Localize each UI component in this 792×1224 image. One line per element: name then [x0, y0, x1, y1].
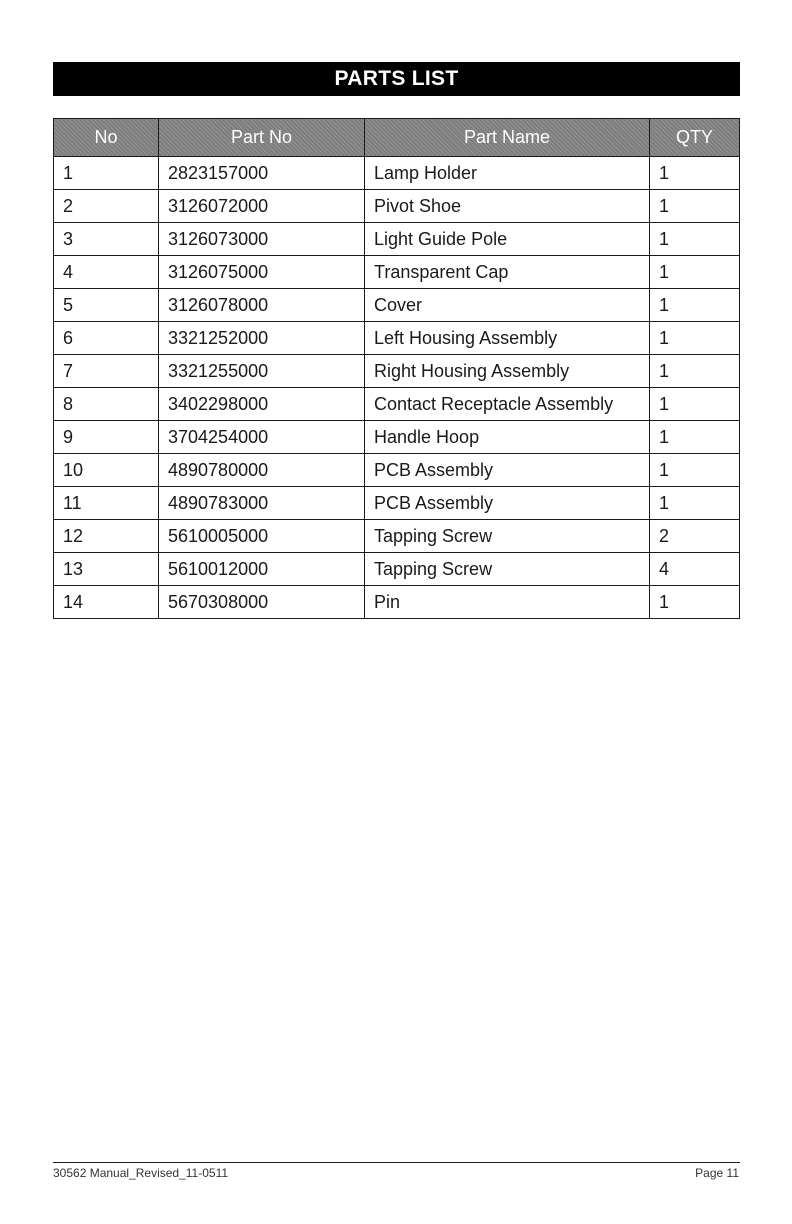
cell-qty: 1 [650, 190, 740, 223]
cell-part-no: 5610012000 [159, 553, 365, 586]
table-row [54, 256, 740, 289]
cell-no: 3 [54, 223, 159, 256]
cell-no: 11 [54, 487, 159, 520]
cell-part-no: 5670308000 [159, 586, 365, 619]
footer-document-id: 30562 Manual_Revised_11-0511 [53, 1166, 229, 1180]
table-row [54, 289, 740, 322]
header-part-name: Part Name [365, 119, 650, 157]
table-row [54, 322, 740, 355]
cell-no: 7 [54, 355, 159, 388]
cell-part-name: Tapping Screw [365, 553, 650, 586]
cell-no: 9 [54, 421, 159, 454]
table-row [54, 487, 740, 520]
cell-part-name: Left Housing Assembly [365, 322, 650, 355]
cell-part-name: Pin [365, 586, 650, 619]
cell-qty: 2 [650, 520, 740, 553]
cell-part-name: PCB Assembly [365, 454, 650, 487]
page-title: PARTS LIST [53, 62, 740, 96]
cell-part-name: Cover [365, 289, 650, 322]
table-row [54, 355, 740, 388]
parts-table [53, 118, 740, 619]
table-row [54, 157, 740, 190]
cell-part-name: PCB Assembly [365, 487, 650, 520]
cell-qty: 1 [650, 388, 740, 421]
cell-qty: 1 [650, 421, 740, 454]
cell-part-no: 3126075000 [159, 256, 365, 289]
cell-part-name: Handle Hoop [365, 421, 650, 454]
cell-part-no: 3402298000 [159, 388, 365, 421]
header-no: No [54, 119, 159, 157]
table-row [54, 553, 740, 586]
cell-part-no: 4890780000 [159, 454, 365, 487]
footer-divider [53, 1162, 740, 1163]
cell-part-no: 3126078000 [159, 289, 365, 322]
cell-part-no: 4890783000 [159, 487, 365, 520]
cell-no: 8 [54, 388, 159, 421]
cell-no: 13 [54, 553, 159, 586]
footer-page-number: Page 11 [695, 1166, 739, 1180]
cell-part-no: 3321252000 [159, 322, 365, 355]
cell-part-name: Lamp Holder [365, 157, 650, 190]
header-part-no: Part No [159, 119, 365, 157]
cell-part-no: 5610005000 [159, 520, 365, 553]
cell-part-name: Right Housing Assembly [365, 355, 650, 388]
cell-no: 5 [54, 289, 159, 322]
cell-part-name: Light Guide Pole [365, 223, 650, 256]
table-row [54, 520, 740, 553]
cell-part-name: Transparent Cap [365, 256, 650, 289]
cell-part-no: 3704254000 [159, 421, 365, 454]
table-row [54, 223, 740, 256]
cell-qty: 1 [650, 256, 740, 289]
table-header-row [54, 119, 740, 157]
header-qty: QTY [650, 119, 740, 157]
cell-qty: 1 [650, 487, 740, 520]
table-row [54, 421, 740, 454]
cell-no: 4 [54, 256, 159, 289]
cell-part-name: Pivot Shoe [365, 190, 650, 223]
cell-part-no: 3126072000 [159, 190, 365, 223]
cell-qty: 4 [650, 553, 740, 586]
cell-no: 1 [54, 157, 159, 190]
cell-no: 6 [54, 322, 159, 355]
cell-qty: 1 [650, 289, 740, 322]
cell-part-name: Tapping Screw [365, 520, 650, 553]
cell-qty: 1 [650, 223, 740, 256]
table-row [54, 190, 740, 223]
cell-qty: 1 [650, 586, 740, 619]
cell-no: 12 [54, 520, 159, 553]
cell-qty: 1 [650, 157, 740, 190]
cell-part-no: 3321255000 [159, 355, 365, 388]
cell-part-no: 3126073000 [159, 223, 365, 256]
table-row [54, 586, 740, 619]
cell-no: 10 [54, 454, 159, 487]
cell-qty: 1 [650, 322, 740, 355]
table-row [54, 388, 740, 421]
cell-qty: 1 [650, 454, 740, 487]
cell-part-no: 2823157000 [159, 157, 365, 190]
cell-qty: 1 [650, 355, 740, 388]
table-row [54, 454, 740, 487]
cell-part-name: Contact Receptacle Assembly [365, 388, 650, 421]
cell-no: 14 [54, 586, 159, 619]
cell-no: 2 [54, 190, 159, 223]
